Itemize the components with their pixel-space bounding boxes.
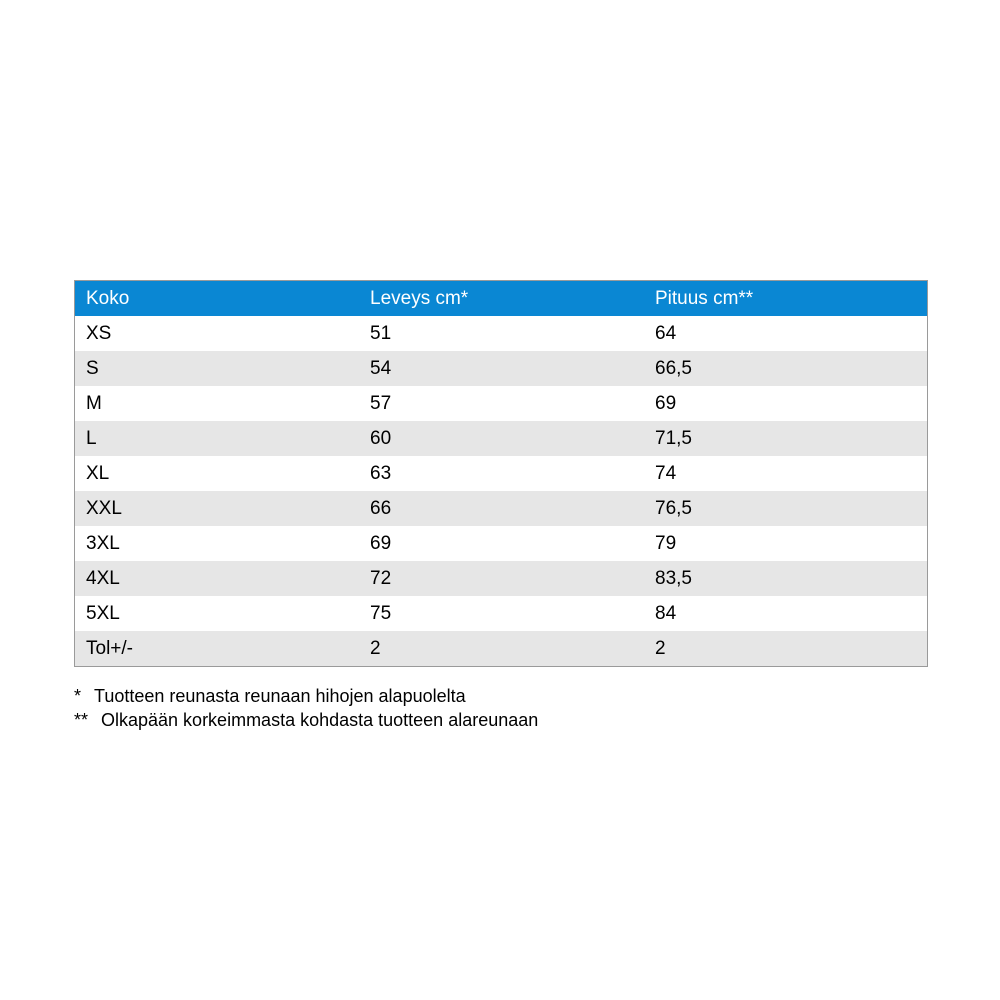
size-cell: Tol+/-	[86, 637, 133, 659]
width-cell: 69	[370, 532, 392, 554]
width-cell: 66	[370, 497, 392, 519]
footnotes	[74, 684, 538, 732]
footnote-text: Tuotteen reunasta reunaan hihojen alapuolelta	[94, 686, 466, 706]
length-cell: 84	[655, 602, 677, 624]
size-cell: 4XL	[86, 567, 120, 589]
size-cell: 5XL	[86, 602, 120, 624]
size-cell: S	[86, 357, 99, 379]
table-row	[75, 491, 927, 526]
width-cell: 54	[370, 357, 392, 379]
length-cell: 2	[655, 637, 666, 659]
table-row	[75, 456, 927, 491]
length-cell: 74	[655, 462, 677, 484]
table-row	[75, 631, 927, 666]
length-cell: 71,5	[655, 427, 692, 449]
width-cell: 75	[370, 602, 392, 624]
header-length: Pituus cm**	[655, 287, 754, 309]
width-cell: 57	[370, 392, 392, 414]
footnote-text: Olkapään korkeimmasta kohdasta tuotteen alareunaan	[101, 710, 539, 730]
table-header-row	[75, 281, 927, 316]
table-row	[75, 386, 927, 421]
length-cell: 69	[655, 392, 677, 414]
width-cell: 60	[370, 427, 392, 449]
width-cell: 2	[370, 637, 381, 659]
length-cell: 83,5	[655, 567, 692, 589]
length-cell: 76,5	[655, 497, 692, 519]
table-row	[75, 316, 927, 351]
header-size: Koko	[86, 287, 130, 309]
table-row	[75, 351, 927, 386]
footnote-marker: *	[74, 686, 82, 706]
width-cell: 51	[370, 322, 392, 344]
header-width: Leveys cm*	[370, 287, 469, 309]
footnote	[74, 708, 538, 732]
length-cell: 66,5	[655, 357, 692, 379]
table-row	[75, 596, 927, 631]
table-row	[75, 561, 927, 596]
length-cell: 79	[655, 532, 677, 554]
width-cell: 72	[370, 567, 392, 589]
length-cell: 64	[655, 322, 677, 344]
width-cell: 63	[370, 462, 392, 484]
size-cell: XXL	[86, 497, 122, 519]
footnote-marker: **	[74, 710, 89, 730]
size-cell: L	[86, 427, 97, 449]
size-cell: XS	[86, 322, 112, 344]
table-row	[75, 526, 927, 561]
size-cell: M	[86, 392, 102, 414]
footnote	[74, 684, 538, 708]
size-cell: 3XL	[86, 532, 120, 554]
table-row	[75, 421, 927, 456]
size-cell: XL	[86, 462, 110, 484]
size-table	[74, 280, 928, 667]
